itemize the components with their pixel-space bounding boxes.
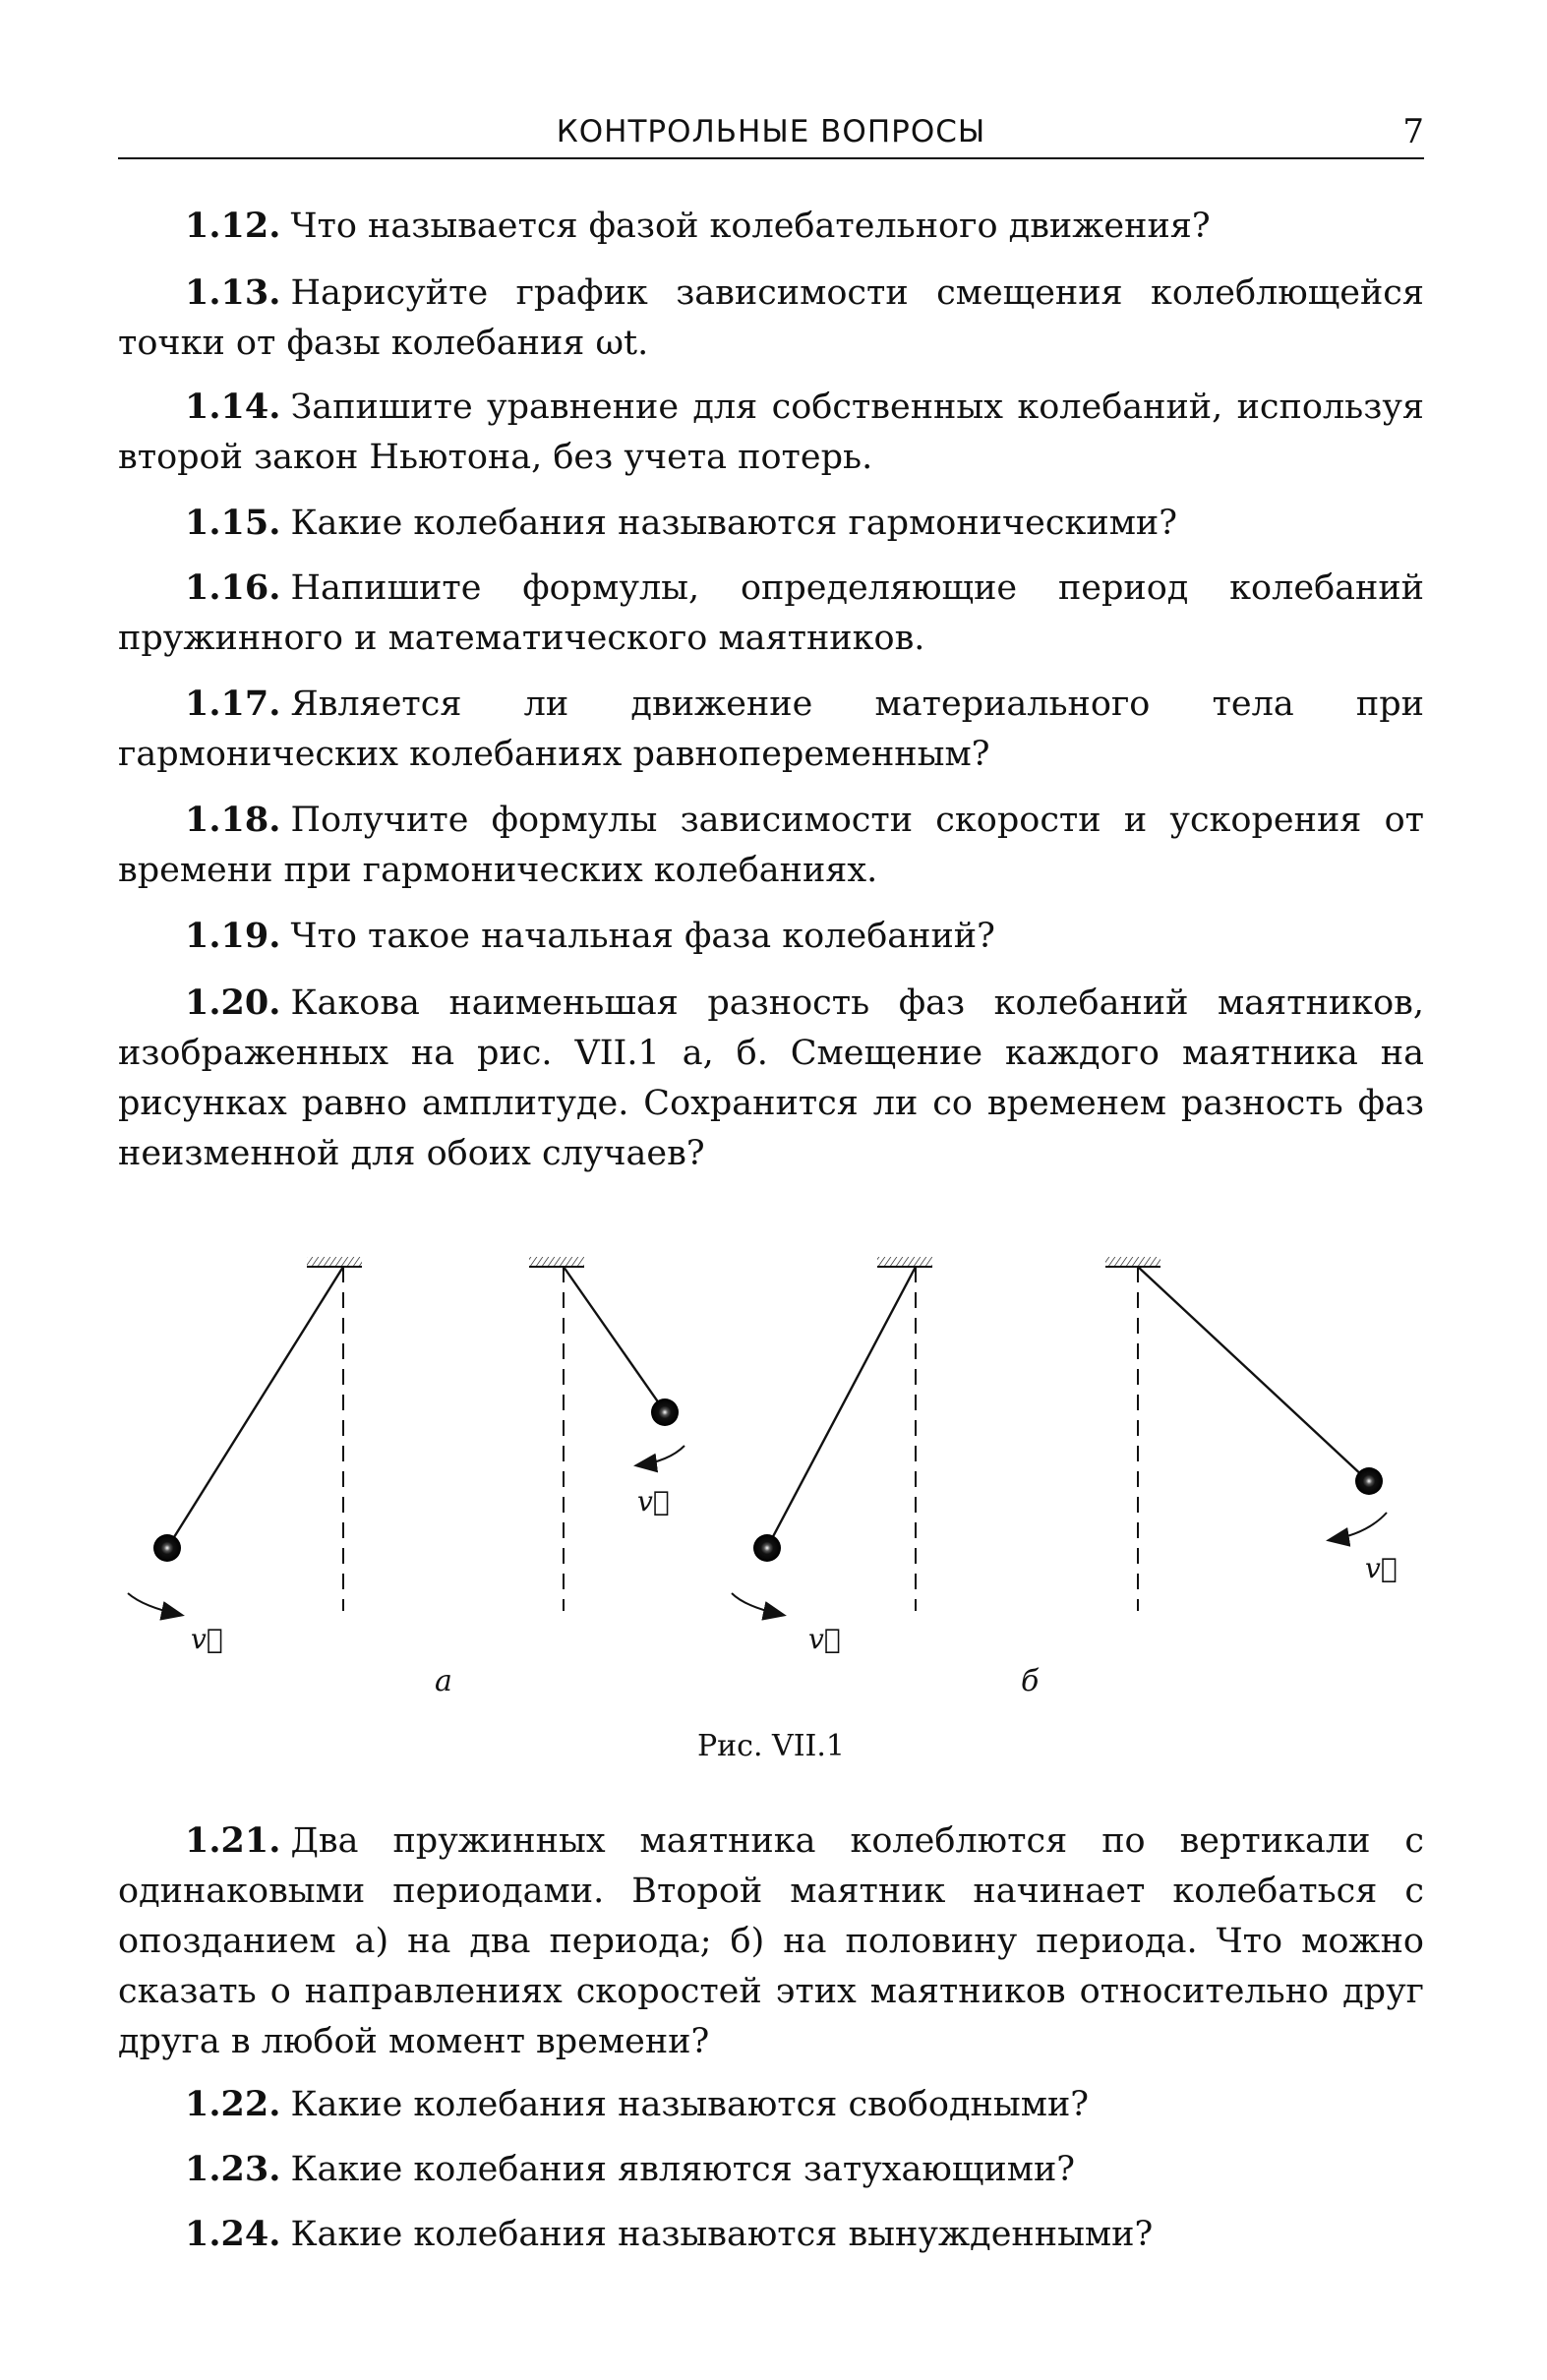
ceiling-hatch: [307, 1257, 362, 1266]
velocity-label: v⃗: [191, 1623, 223, 1655]
question-1-19: [118, 911, 1424, 962]
question-text: Является ли движение материального тела при гармонических колебаниях равнопеременным?: [118, 684, 1424, 774]
question-1-22: [118, 2079, 1424, 2130]
ceiling-hatch: [529, 1257, 584, 1266]
question-text: Что такое начальная фаза колебаний?: [290, 917, 995, 956]
velocity-label: v⃗: [808, 1623, 841, 1655]
pendulum-a2: [529, 1257, 684, 1611]
velocity-label: v⃗: [1365, 1552, 1398, 1584]
question-number: 1.24.: [185, 2214, 281, 2254]
question-1-24: [118, 2209, 1424, 2260]
question-1-16: [118, 563, 1424, 664]
pendulum-figure: [118, 1239, 1424, 1763]
question-number: 1.16.: [185, 567, 281, 608]
question-text: Два пружинных маятника колеблются по вертикали с одинаковыми периодами. Второй маятник начинает колебаться с опозданием а) на два периода; б) на половину периода. Что можно сказать о направлениях скоростей этих маятников относительно друг друга в любой момент времени?: [118, 1821, 1424, 2061]
question-number: 1.17.: [185, 684, 281, 724]
pendulum-bob: [153, 1534, 181, 1562]
question-text: Нарисуйте график зависимости смещения колеблющейся точки от фазы колебания ωt.: [118, 273, 1424, 363]
question-text: Какие колебания называются гармоническими?: [290, 504, 1178, 543]
pendulum-string: [169, 1267, 343, 1545]
question-number: 1.14.: [185, 387, 281, 427]
question-1-13: [118, 268, 1424, 369]
question-1-21: [118, 1815, 1424, 2067]
question-1-20: [118, 978, 1424, 1179]
velocity-arrow: [128, 1593, 181, 1615]
velocity-arrow: [637, 1446, 684, 1465]
question-number: 1.20.: [185, 982, 281, 1023]
question-text: Какие колебания называются свободными?: [290, 2085, 1090, 2124]
question-1-14: [118, 382, 1424, 483]
pendulum-bob: [753, 1534, 781, 1562]
pendulum-string: [564, 1267, 664, 1410]
velocity-label: v⃗: [637, 1485, 670, 1517]
question-1-12: [118, 201, 1424, 252]
question-1-18: [118, 795, 1424, 896]
question-number: 1.12.: [185, 206, 281, 246]
question-text: Получите формулы зависимости скорости и ускорения от времени при гармонических колебаниях.: [118, 801, 1424, 890]
pendulum-b1: [732, 1257, 932, 1615]
pendulum-bob: [651, 1398, 679, 1426]
question-text: Какие колебания являются затухающими?: [290, 2150, 1076, 2189]
pendulum-b2: [1105, 1257, 1387, 1611]
question-text: Какова наименьшая разность фаз колебаний маятников, изображенных на рис. VII.1 а, б. Смещение каждого маятника на рисунках равно амплитуде. Сохранится ли со временем разность фаз неизменной для обоих случаев?: [118, 983, 1424, 1173]
question-number: 1.18.: [185, 800, 281, 840]
subfigure-label-b: б: [1021, 1664, 1040, 1698]
pendulum-string: [769, 1267, 916, 1544]
question-text: Какие колебания называются вынужденными?: [290, 2215, 1154, 2254]
question-number: 1.22.: [185, 2084, 281, 2124]
question-1-15: [118, 498, 1424, 549]
question-text: Что называется фазой колебательного движения?: [290, 207, 1211, 246]
question-number: 1.21.: [185, 1820, 281, 1861]
pendulum-bob: [1355, 1467, 1383, 1495]
question-number: 1.19.: [185, 916, 281, 956]
subfigure-label-a: а: [435, 1664, 452, 1698]
velocity-arrow: [732, 1593, 783, 1615]
pendulum-diagram: [118, 1239, 1424, 1731]
question-number: 1.23.: [185, 2149, 281, 2189]
ceiling-hatch: [1105, 1257, 1160, 1266]
question-text: Запишите уравнение для собственных колебаний, используя второй закон Ньютона, без учета потерь.: [118, 387, 1424, 477]
question-1-23: [118, 2144, 1424, 2195]
question-text: Напишите формулы, определяющие период колебаний пружинного и математического маятников.: [118, 568, 1424, 658]
ceiling-hatch: [877, 1257, 932, 1266]
header-title: КОНТРОЛЬНЫЕ ВОПРОСЫ: [556, 114, 986, 149]
question-1-17: [118, 679, 1424, 780]
velocity-arrow: [1330, 1513, 1387, 1540]
question-number: 1.15.: [185, 503, 281, 543]
pendulum-a1: [128, 1257, 362, 1615]
page-number: 7: [1402, 112, 1424, 151]
pendulum-string: [1138, 1267, 1365, 1478]
figure-caption: Рис. VII.1: [696, 1729, 846, 1763]
running-header: [118, 110, 1424, 159]
question-number: 1.13.: [185, 272, 281, 313]
